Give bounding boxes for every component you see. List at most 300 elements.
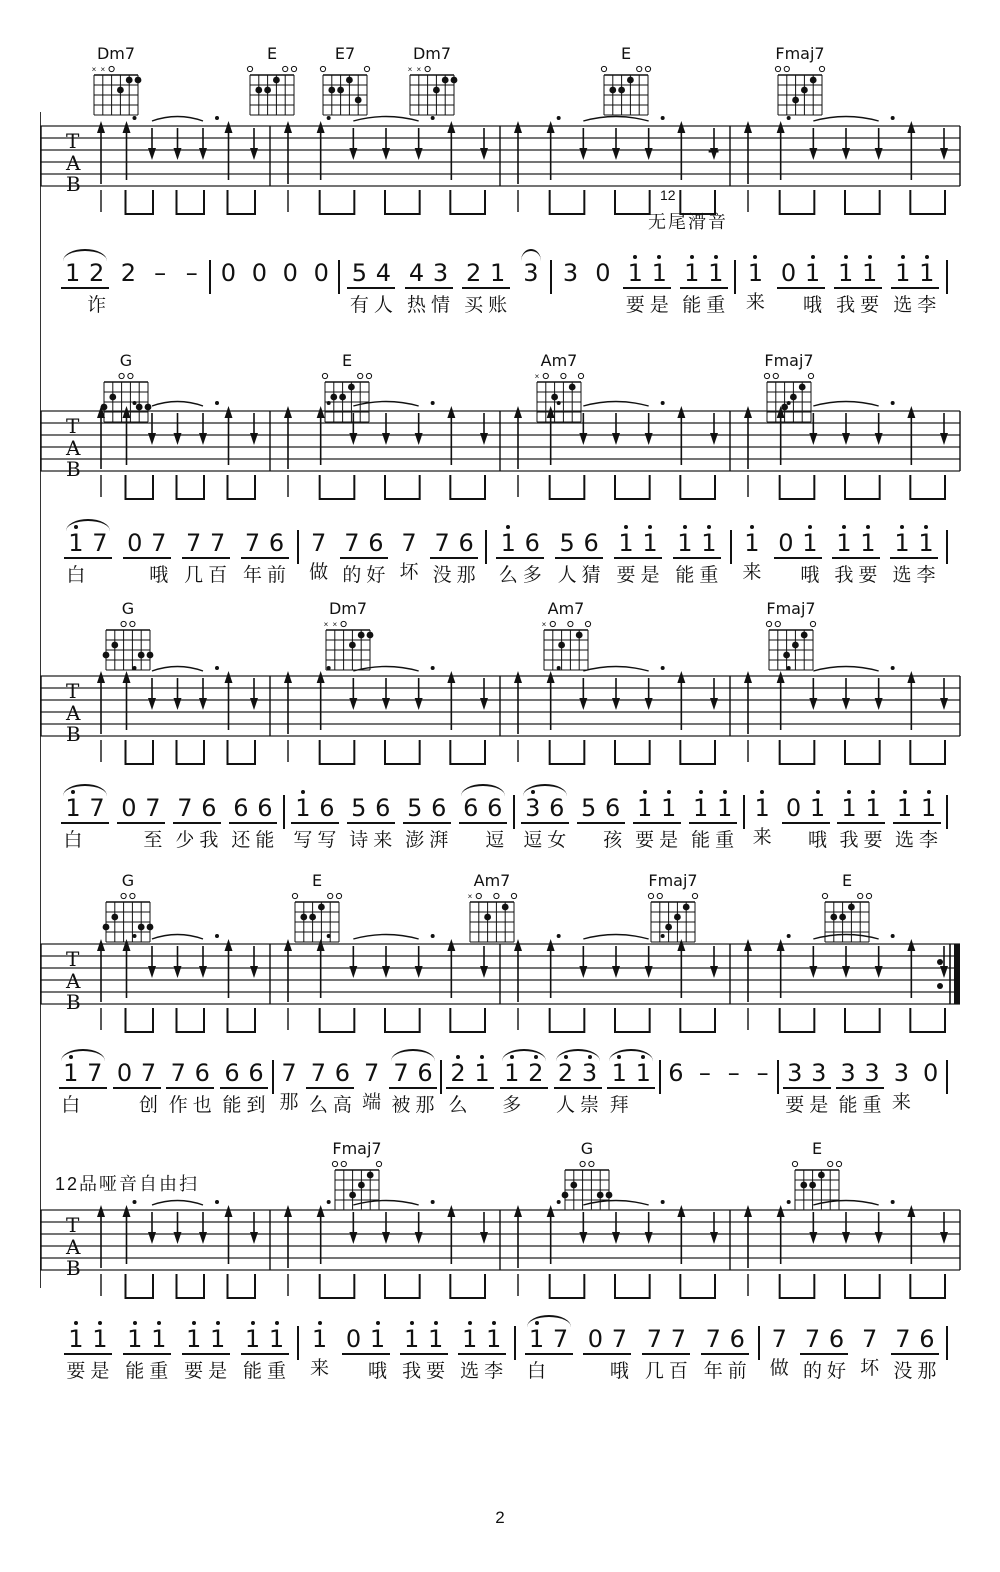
note-group xyxy=(400,1318,448,1355)
svg-text:×: × xyxy=(332,620,338,629)
note-digit: 2 xyxy=(89,259,105,287)
lyric-row xyxy=(397,561,421,585)
note-group xyxy=(891,1318,939,1355)
lyric-char xyxy=(113,1094,137,1118)
note-digit: 1 xyxy=(268,1325,285,1353)
jianpu-note xyxy=(837,787,861,821)
lyric-char: 好 xyxy=(366,565,386,586)
note-digit: 6 xyxy=(319,794,335,822)
lyric-row xyxy=(61,829,109,853)
note-digit: 1 xyxy=(637,794,653,822)
lyric-char: 是 xyxy=(90,1361,110,1382)
jianpu-note xyxy=(834,252,858,286)
note-group xyxy=(623,252,671,289)
lyric-row xyxy=(308,1357,332,1381)
lyric-row xyxy=(777,294,825,318)
svg-text:×: × xyxy=(91,65,97,74)
system xyxy=(0,600,1000,900)
note-group xyxy=(241,1318,289,1355)
jianpu-beat xyxy=(64,522,112,588)
lyric-row xyxy=(693,1091,717,1115)
chord-diagram xyxy=(597,45,655,119)
note-digit: 7 xyxy=(552,1325,569,1353)
note-digit: 7 xyxy=(434,529,450,557)
chord-diagram xyxy=(87,45,145,119)
jianpu-beat xyxy=(308,1318,332,1381)
lyric-char xyxy=(583,1360,607,1384)
lyric-char: 我 xyxy=(836,295,856,316)
lyric-char: 澎 xyxy=(405,830,425,851)
jianpu-note xyxy=(914,522,938,556)
jianpu-note xyxy=(64,1318,88,1352)
note-digit: 5 xyxy=(581,794,597,822)
lyric-row xyxy=(123,1360,171,1384)
jianpu-beat xyxy=(397,522,421,585)
note-digit: 4 xyxy=(375,259,392,287)
note-digit: 1 xyxy=(611,1059,627,1087)
note-digit: 6 xyxy=(334,1059,351,1087)
jianpu-note xyxy=(673,522,697,556)
lyric-char xyxy=(61,294,85,318)
chord-name: E xyxy=(341,351,353,370)
jianpu-beat xyxy=(64,1318,112,1384)
jianpu-note xyxy=(783,1052,807,1086)
note-group xyxy=(306,1052,354,1089)
lyric-char: 猜 xyxy=(581,565,601,586)
note-digit: 6 xyxy=(248,1059,264,1087)
jianpu-note xyxy=(216,252,240,286)
lyric-row xyxy=(591,291,615,315)
note-group xyxy=(397,522,421,556)
chord-name: G xyxy=(121,599,135,618)
lyric-row xyxy=(278,291,302,315)
lyric-row xyxy=(837,829,885,853)
note-digit: 1 xyxy=(747,259,763,287)
note-digit: 3 xyxy=(811,1059,827,1087)
jianpu-note xyxy=(693,1052,717,1086)
lyric-row xyxy=(891,1360,939,1384)
jianpu-beat xyxy=(751,1052,775,1115)
chord-diagram xyxy=(316,45,374,119)
note-group xyxy=(577,787,625,824)
jianpu-note xyxy=(798,522,822,556)
note-digit: 6 xyxy=(549,794,565,822)
jianpu-note xyxy=(642,1318,666,1352)
note-group xyxy=(642,1318,690,1355)
note-digit: 7 xyxy=(393,1059,409,1087)
note-digit: 6 xyxy=(375,794,391,822)
note-digit: 0 xyxy=(220,259,237,287)
note-digit: 7 xyxy=(140,1059,157,1087)
note-digit: 3 xyxy=(523,259,539,287)
chord-name: Fmaj7 xyxy=(648,871,698,890)
lyric-char: 选 xyxy=(460,1361,480,1382)
jianpu-beat xyxy=(836,1052,884,1118)
note-group xyxy=(837,787,885,824)
jianpu-note xyxy=(405,252,429,286)
jianpu-note xyxy=(697,522,721,556)
jianpu-note xyxy=(220,1052,244,1086)
jianpu-beat xyxy=(558,252,582,315)
jianpu-beat xyxy=(291,787,339,853)
note-digit: 0 xyxy=(587,1325,604,1353)
jianpu-note xyxy=(427,787,451,821)
lyric-row xyxy=(614,564,662,588)
lyric-char: 能 xyxy=(838,1095,858,1116)
note-digit: 2 xyxy=(557,1059,574,1087)
jianpu-measure xyxy=(55,252,209,318)
svg-text:×: × xyxy=(323,620,329,629)
jianpu-beat xyxy=(123,1318,171,1384)
jianpu-note xyxy=(858,252,882,286)
jianpu-beat xyxy=(837,787,885,853)
jianpu-beat xyxy=(117,787,165,853)
chord-name: Fmaj7 xyxy=(766,599,816,618)
jianpu-note xyxy=(371,252,395,286)
note-digit: 1 xyxy=(474,1059,490,1087)
note-digit: 5 xyxy=(559,529,575,557)
note-digit: 6 xyxy=(233,794,249,822)
note-digit: 0 xyxy=(121,794,137,822)
jianpu-note xyxy=(315,787,339,821)
lyric-char xyxy=(774,564,798,588)
lyric-char: 人 xyxy=(373,295,393,316)
lyric-char: 能 xyxy=(243,1361,263,1382)
lyric-char: 来 xyxy=(373,830,393,851)
note-digit: 1 xyxy=(427,1325,444,1353)
lyric-row xyxy=(347,294,395,318)
lyric-row xyxy=(342,1360,390,1384)
jianpu-note xyxy=(190,1052,214,1086)
jianpu-beat xyxy=(642,1318,690,1384)
note-group xyxy=(893,787,941,824)
jianpu-note xyxy=(206,1318,230,1352)
lyric-char: 来 xyxy=(752,827,772,848)
lyric-char: 被 xyxy=(391,1095,411,1116)
lyric-row xyxy=(554,1094,602,1118)
lyric-char: 有 xyxy=(349,295,369,316)
jianpu-note xyxy=(751,1052,775,1086)
lyric-row xyxy=(858,1357,882,1381)
note-digit: – xyxy=(756,1059,769,1087)
note-group xyxy=(890,522,938,559)
lyric-char: 写 xyxy=(317,830,337,851)
jianpu-note xyxy=(583,1318,607,1352)
lyric-row xyxy=(340,564,388,588)
jianpu-note xyxy=(88,1318,112,1352)
note-digit: 5 xyxy=(407,794,423,822)
note-digit: 1 xyxy=(490,259,506,287)
tie-arc xyxy=(63,249,107,261)
jianpu-beat xyxy=(614,522,662,588)
lyric-char: 白 xyxy=(61,1095,81,1116)
system xyxy=(0,45,1000,345)
lyric-row xyxy=(893,829,941,853)
note-group xyxy=(555,522,603,559)
jianpu-note xyxy=(347,252,371,286)
jianpu-note xyxy=(807,1052,831,1086)
lyric-char: 来 xyxy=(745,292,765,313)
jianpu-beat xyxy=(554,1052,602,1118)
svg-text:T: T xyxy=(66,129,80,153)
chord-name: Am7 xyxy=(473,871,511,890)
jianpu-beat xyxy=(180,252,204,315)
lyric-char: 的 xyxy=(802,1361,822,1382)
note-digit: 6 xyxy=(368,529,384,557)
lyric-char: 是 xyxy=(640,565,660,586)
lyric-row xyxy=(496,564,544,588)
note-group xyxy=(832,522,880,559)
lyric-row xyxy=(241,1360,289,1384)
jianpu-note xyxy=(309,252,333,286)
jianpu-beat xyxy=(247,252,271,315)
lyric-char: 我 xyxy=(839,830,859,851)
jianpu-note xyxy=(701,1318,725,1352)
jianpu-note xyxy=(253,787,277,821)
tab-staff xyxy=(40,397,962,527)
jianpu-beat xyxy=(689,787,737,853)
lyric-char: 要 xyxy=(785,1095,805,1116)
note-digit: 7 xyxy=(646,1325,662,1353)
jianpu-beat xyxy=(59,1052,107,1118)
note-group xyxy=(680,252,728,289)
jianpu-beat xyxy=(633,787,681,853)
lyric-char: 白 xyxy=(527,1361,547,1382)
jianpu-measure xyxy=(779,1052,946,1118)
lyric-row xyxy=(182,564,230,588)
lyric-char: 能 xyxy=(125,1361,145,1382)
lyric-row xyxy=(767,1357,791,1381)
lyric-char: 年 xyxy=(703,1361,723,1382)
note-group xyxy=(342,1318,390,1355)
jianpu-measure xyxy=(274,1052,441,1118)
lyric-char: 李 xyxy=(918,830,938,851)
note-digit: 7 xyxy=(670,1325,686,1353)
lyric-row xyxy=(241,564,289,588)
lyric-row xyxy=(116,291,140,315)
lyric-row xyxy=(400,1360,448,1384)
jianpu-beat xyxy=(173,787,221,853)
jianpu-note xyxy=(614,522,638,556)
note-group xyxy=(919,1052,943,1086)
lyric-char: 多 xyxy=(502,1095,522,1116)
lyric-row xyxy=(701,1360,749,1384)
lyric-char xyxy=(693,1091,717,1115)
note-digit: 1 xyxy=(692,794,709,822)
lyric-row xyxy=(180,291,204,315)
lyric-char xyxy=(278,291,302,315)
jianpu-beat xyxy=(229,787,277,853)
note-group xyxy=(180,252,204,286)
lyric-char: 我 xyxy=(834,565,854,586)
jianpu-note xyxy=(147,522,171,556)
lyric-char xyxy=(751,1091,775,1115)
lyric-row xyxy=(216,291,240,315)
note-group xyxy=(148,252,172,286)
note-digit: 1 xyxy=(708,259,724,287)
svg-text:B: B xyxy=(66,990,81,1014)
chord-name: Am7 xyxy=(540,351,578,370)
jianpu-note xyxy=(116,252,140,286)
note-digit: 0 xyxy=(595,259,611,287)
lyric-char xyxy=(558,291,582,315)
lyric-row xyxy=(555,564,603,588)
lyric-char: 哦 xyxy=(808,830,828,851)
jianpu-note xyxy=(890,522,914,556)
note-digit: 1 xyxy=(651,259,667,287)
lyric-char: 哦 xyxy=(149,565,169,586)
note-digit: 7 xyxy=(862,1325,878,1353)
lyric-row xyxy=(577,829,625,853)
note-digit: 1 xyxy=(838,259,854,287)
note-digit: 1 xyxy=(642,529,658,557)
note-group xyxy=(664,1052,688,1086)
lyric-char: 李 xyxy=(484,1361,504,1382)
jianpu-beat xyxy=(458,1318,506,1384)
note-digit: 6 xyxy=(729,1325,745,1353)
note-digit: 1 xyxy=(716,794,733,822)
lyric-char xyxy=(519,291,543,315)
lyric-row xyxy=(458,1360,506,1384)
lyric-char: 创 xyxy=(138,1095,158,1116)
jianpu-beat xyxy=(521,787,569,853)
jianpu-note xyxy=(347,787,371,821)
chord-name: E xyxy=(311,871,323,890)
note-digit: 4 xyxy=(408,259,425,287)
note-digit: 6 xyxy=(463,794,479,822)
jianpu-note xyxy=(725,1318,749,1352)
jianpu-measure xyxy=(552,252,734,318)
note-digit: 6 xyxy=(257,794,273,822)
note-digit: 0 xyxy=(282,259,298,287)
note-digit: 6 xyxy=(268,529,285,557)
jianpu-note xyxy=(403,787,427,821)
note-group xyxy=(743,252,767,286)
svg-text:B: B xyxy=(66,457,81,481)
lyric-row xyxy=(583,1360,631,1384)
note-digit: 0 xyxy=(923,1059,939,1087)
jianpu-note xyxy=(123,1318,147,1352)
note-digit: 1 xyxy=(865,794,881,822)
jianpu-measure xyxy=(55,1318,297,1384)
lyric-char: 做 xyxy=(769,1358,789,1379)
chord-name: E xyxy=(266,44,278,63)
note-digit: 3 xyxy=(893,1059,910,1087)
jianpu-note xyxy=(836,1052,860,1086)
jianpu-note xyxy=(891,252,915,286)
lyric-char xyxy=(549,1360,573,1384)
jianpu-note xyxy=(520,522,544,556)
svg-text:A: A xyxy=(66,969,81,993)
lyric-row xyxy=(64,564,112,588)
system xyxy=(0,872,1000,1172)
note-digit: 6 xyxy=(919,1325,935,1353)
lyric-char: 要 xyxy=(635,830,655,851)
jianpu-beat xyxy=(278,252,302,315)
lyric-char xyxy=(524,1094,548,1118)
annotation: – xyxy=(708,140,720,162)
lyric-char: 没 xyxy=(432,565,452,586)
lyric-char: 是 xyxy=(208,1361,228,1382)
jianpu-beat xyxy=(61,787,109,853)
note-digit: 2 xyxy=(120,259,137,287)
note-digit: 7 xyxy=(89,794,105,822)
jianpu-note xyxy=(800,1318,824,1352)
lyric-row xyxy=(347,829,395,853)
note-digit: 6 xyxy=(224,1059,240,1087)
note-digit: 3 xyxy=(432,259,449,287)
jianpu-note xyxy=(241,1318,265,1352)
note-digit: 1 xyxy=(186,1325,202,1353)
jianpu-beat xyxy=(774,522,822,588)
annotation: 无尾滑音 xyxy=(648,212,728,232)
note-digit: 0 xyxy=(345,1325,362,1353)
jianpu-beat xyxy=(722,1052,746,1115)
lyric-char: 孩 xyxy=(603,830,623,851)
lyric-char: 的 xyxy=(342,565,362,586)
lyric-char: 重 xyxy=(706,295,726,316)
lyric-char: 诗 xyxy=(349,830,369,851)
note-digit: 6 xyxy=(487,794,503,822)
lyric-char xyxy=(470,1094,494,1118)
jianpu-note xyxy=(601,787,625,821)
jianpu-measure xyxy=(736,252,946,318)
lyric-char: 来 xyxy=(310,1358,330,1379)
lyric-row xyxy=(500,1094,548,1118)
lyric-row xyxy=(229,829,277,853)
note-digit: 1 xyxy=(635,1059,651,1087)
lyric-row xyxy=(525,1360,573,1384)
note-digit: 1 xyxy=(809,794,826,822)
jianpu-note xyxy=(638,522,662,556)
lyric-char: 那 xyxy=(917,1361,937,1382)
note-group xyxy=(116,252,140,286)
jianpu-beat xyxy=(446,1052,494,1118)
lyric-char: 年 xyxy=(243,565,263,586)
jianpu-note xyxy=(182,522,206,556)
jianpu-beat xyxy=(767,1318,791,1381)
jianpu-beat xyxy=(591,252,615,315)
measure-barline xyxy=(946,795,948,829)
jianpu-beat xyxy=(693,1052,717,1115)
lyric-char: 没 xyxy=(893,1361,913,1382)
jianpu-note xyxy=(917,787,941,821)
jianpu-note xyxy=(371,787,395,821)
jianpu-note xyxy=(577,787,601,821)
lyric-row xyxy=(291,829,339,853)
lyric-char: 是 xyxy=(649,295,669,316)
tab-staff xyxy=(40,112,962,242)
note-group xyxy=(360,1052,384,1086)
note-digit: 7 xyxy=(310,1059,327,1087)
jianpu-note xyxy=(180,252,204,286)
note-group xyxy=(291,787,339,824)
lyric-char: 几 xyxy=(184,565,204,586)
lyric-char: 写 xyxy=(293,830,313,851)
lyric-char: 百 xyxy=(208,565,228,586)
svg-text:T: T xyxy=(66,414,80,438)
lyric-char: 选 xyxy=(893,295,913,316)
note-digit: 5 xyxy=(351,259,368,287)
note-group xyxy=(889,1052,913,1086)
jianpu-note xyxy=(173,787,197,821)
lyric-row xyxy=(309,291,333,315)
jianpu-beat xyxy=(342,1318,390,1384)
jianpu-beat xyxy=(116,252,140,315)
note-digit: 6 xyxy=(583,529,599,557)
chord-name: E7 xyxy=(334,44,356,63)
tab-staff-wrap xyxy=(40,662,962,792)
